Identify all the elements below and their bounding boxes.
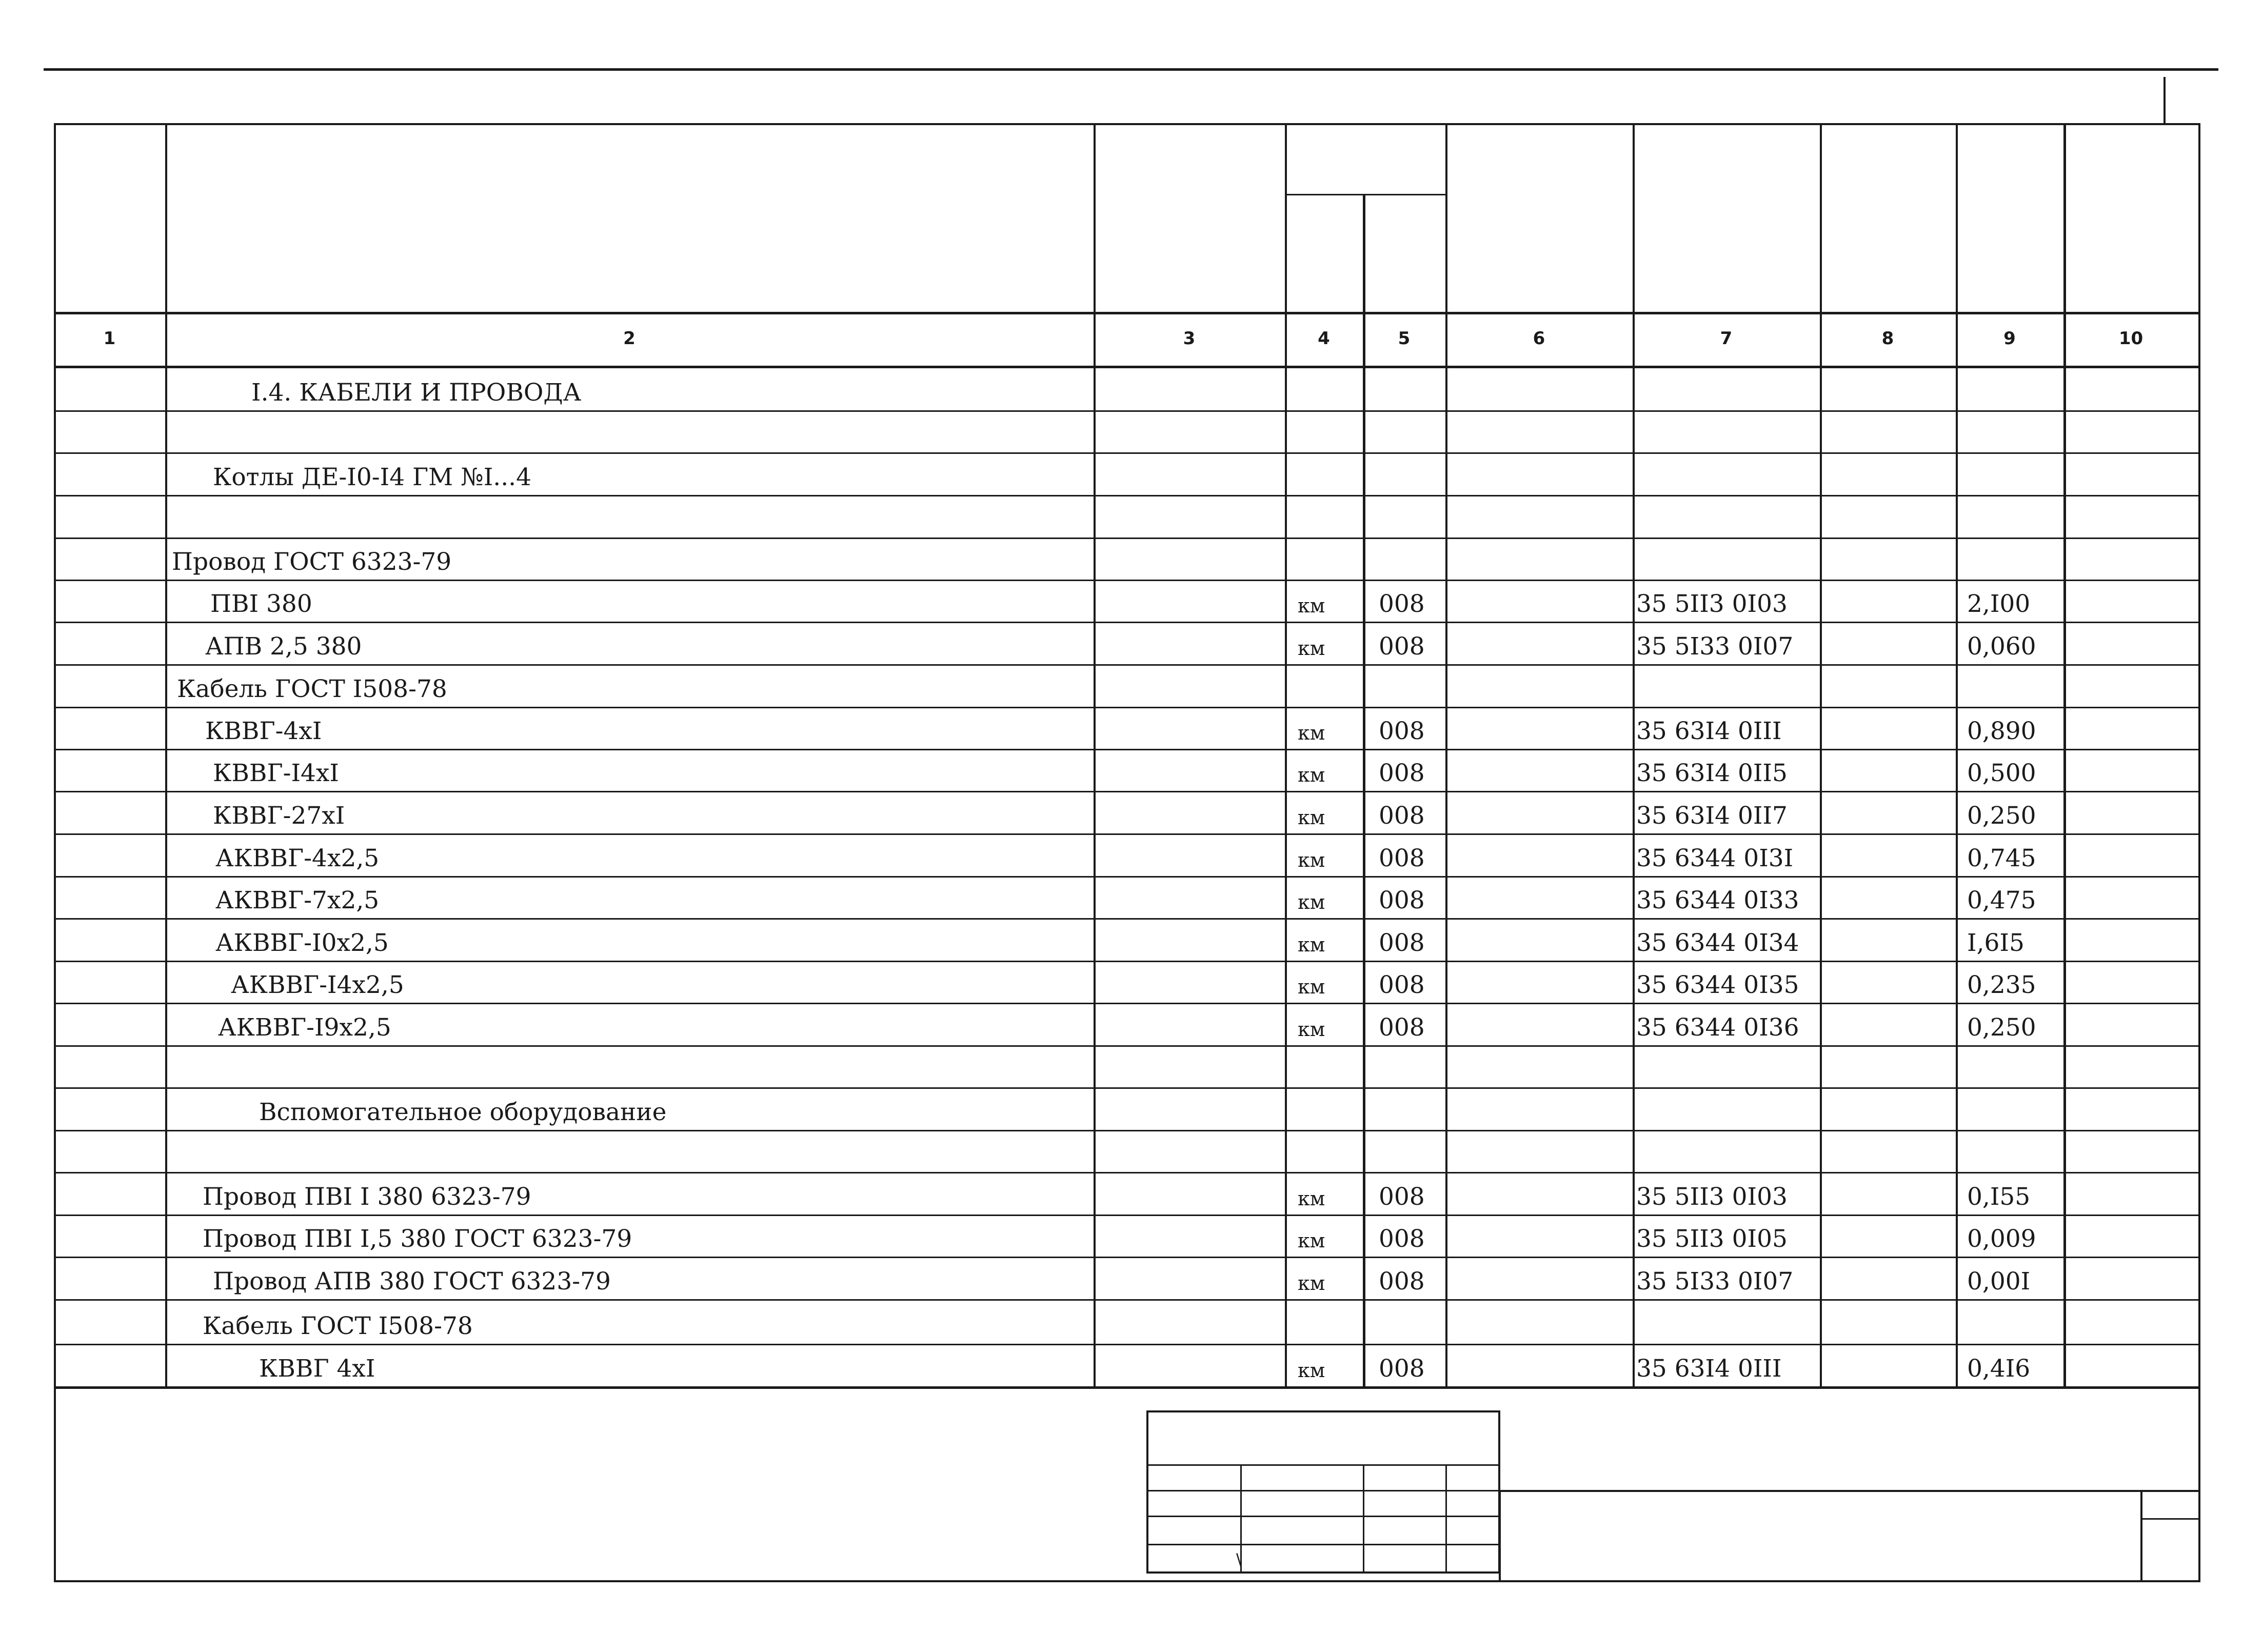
row-unit: км <box>1298 594 1325 617</box>
row-unit: км <box>1298 1229 1325 1252</box>
row-name: АКВВГ-7х2,5 <box>215 886 380 914</box>
row-quantity: 0,00I <box>1967 1267 2031 1296</box>
row-divider <box>54 664 2200 666</box>
row-unit: км <box>1298 849 1325 871</box>
row-quantity: 0,I55 <box>1967 1183 2031 1211</box>
title-block-left <box>1499 1490 1501 1581</box>
row-divider <box>54 1344 2200 1345</box>
row-unit-code: 008 <box>1379 717 1425 745</box>
row-unit-code: 008 <box>1379 929 1425 957</box>
row-quantity: 2,I00 <box>1967 590 2031 618</box>
row-divider <box>54 1215 2200 1216</box>
row-name: АКВВГ-I9х2,5 <box>218 1013 391 1042</box>
row-unit-code: 008 <box>1379 802 1425 830</box>
row-divider <box>54 495 2200 496</box>
row-divider <box>54 833 2200 835</box>
row-unit-code: 008 <box>1379 1013 1425 1042</box>
privyazan-line1 <box>1146 1464 1500 1466</box>
row-name: I.4. КАБЕЛИ И ПРОВОДА <box>251 379 582 407</box>
column-number: 5 <box>1398 328 1411 349</box>
top-rule <box>44 68 2218 71</box>
column-number: 9 <box>2003 328 2016 349</box>
privyazan-v3 <box>1445 1464 1447 1574</box>
row-unit: км <box>1298 637 1325 660</box>
row-unit: км <box>1298 933 1325 956</box>
column-divider <box>1285 123 1287 1386</box>
row-name: КВВГ-4хI <box>205 717 322 745</box>
privyazan-line4 <box>1146 1544 1500 1545</box>
row-unit: км <box>1298 806 1325 829</box>
row-equipment-code: 35 5I33 0I07 <box>1636 1267 1794 1296</box>
list-box-divider <box>2140 1518 2200 1520</box>
column-number: 4 <box>1318 328 1330 349</box>
row-unit-code: 008 <box>1379 1225 1425 1253</box>
row-name: АКВВГ-4х2,5 <box>215 844 380 872</box>
column-number: 3 <box>1183 328 1196 349</box>
row-equipment-code: 35 5II3 0I03 <box>1636 1183 1788 1211</box>
column-divider <box>1633 123 1635 1386</box>
row-unit: км <box>1298 1272 1325 1295</box>
column-number: 10 <box>2118 328 2143 349</box>
row-name: АКВВГ-I4х2,5 <box>231 971 404 999</box>
row-equipment-code: 35 6344 0I33 <box>1636 886 1799 914</box>
column-number: 2 <box>623 328 636 349</box>
row-name: Котлы ДЕ-I0-I4 ГМ №I...4 <box>213 463 531 491</box>
row-equipment-code: 35 63I4 0III <box>1636 1355 1782 1383</box>
row-name: Кабель ГОСТ I508-78 <box>203 1312 473 1340</box>
column-number: 8 <box>1881 328 1894 349</box>
row-divider <box>54 707 2200 708</box>
row-equipment-code: 35 63I4 0III <box>1636 717 1782 745</box>
row-quantity: 0,500 <box>1967 759 2036 787</box>
privyazan-line3 <box>1146 1516 1500 1517</box>
row-name: ПВI 380 <box>210 590 312 618</box>
column-divider <box>1363 194 1365 1386</box>
row-unit: км <box>1298 976 1325 998</box>
row-unit-code: 008 <box>1379 1183 1425 1211</box>
corner-box-left <box>2163 77 2166 124</box>
row-quantity: 0,4I6 <box>1967 1355 2031 1383</box>
row-name: АПВ 2,5 380 <box>205 632 362 661</box>
privyazan-line2 <box>1146 1490 1500 1491</box>
row-quantity: 0,250 <box>1967 802 2036 830</box>
row-unit: км <box>1298 1359 1325 1382</box>
row-divider <box>54 622 2200 623</box>
row-equipment-code: 35 6344 0I36 <box>1636 1013 1799 1042</box>
header-bottom-line <box>54 312 2200 314</box>
row-divider <box>54 1257 2200 1258</box>
row-name: КВВГ-I4хI <box>213 759 339 787</box>
row-equipment-code: 35 6344 0I35 <box>1636 971 1799 999</box>
row-divider <box>54 410 2200 412</box>
row-divider <box>54 1299 2200 1301</box>
row-quantity: 0,745 <box>1967 844 2036 872</box>
row-unit-code: 008 <box>1379 632 1425 661</box>
row-quantity: 0,235 <box>1967 971 2036 999</box>
row-unit-code: 008 <box>1379 886 1425 914</box>
row-quantity: 0,475 <box>1967 886 2036 914</box>
column-number: 7 <box>1720 328 1733 349</box>
row-divider <box>54 918 2200 920</box>
row-divider <box>54 1130 2200 1131</box>
row-unit-code: 008 <box>1379 844 1425 872</box>
frame-right <box>2198 123 2200 1582</box>
privyazan-box <box>1146 1410 1500 1574</box>
row-unit-code: 008 <box>1379 1355 1425 1383</box>
body-bottom-line <box>54 1386 2200 1389</box>
row-quantity: 0,890 <box>1967 717 2036 745</box>
column-divider <box>1445 123 1447 1386</box>
row-unit: км <box>1298 764 1325 786</box>
frame-bottom <box>54 1580 2200 1582</box>
inv-mark: \ <box>1236 1550 1242 1569</box>
row-quantity: I,6I5 <box>1967 929 2024 957</box>
row-unit: км <box>1298 722 1325 744</box>
row-name: КВВГ-27хI <box>213 802 345 830</box>
row-name: Вспомогательное оборудование <box>259 1098 667 1126</box>
row-unit: км <box>1298 1187 1325 1210</box>
frame-top-line <box>54 123 2200 125</box>
column-divider <box>2063 123 2066 1386</box>
row-divider <box>54 538 2200 539</box>
row-unit: км <box>1298 891 1325 913</box>
row-name: Провод ПВI I,5 380 ГОСТ 6323-79 <box>203 1225 632 1253</box>
colnum-bottom-line <box>54 366 2200 368</box>
row-unit-code: 008 <box>1379 759 1425 787</box>
column-divider <box>1094 123 1096 1386</box>
row-name: Провод ГОСТ 6323-79 <box>172 548 452 576</box>
row-equipment-code: 35 63I4 0II5 <box>1636 759 1788 787</box>
row-name: КВВГ 4хI <box>259 1355 375 1383</box>
row-equipment-code: 35 5II3 0I05 <box>1636 1225 1788 1253</box>
row-quantity: 0,250 <box>1967 1013 2036 1042</box>
row-equipment-code: 35 5II3 0I03 <box>1636 590 1788 618</box>
row-equipment-code: 35 5I33 0I07 <box>1636 632 1794 661</box>
row-divider <box>54 1087 2200 1089</box>
row-equipment-code: 35 6344 0I34 <box>1636 929 1799 957</box>
column-divider <box>165 123 167 1386</box>
row-equipment-code: 35 63I4 0II7 <box>1636 802 1788 830</box>
row-quantity: 0,009 <box>1967 1225 2036 1253</box>
column-divider <box>1820 123 1822 1386</box>
row-divider <box>54 876 2200 878</box>
row-unit: км <box>1298 1018 1325 1041</box>
row-name: Провод ПВI I 380 6323-79 <box>203 1183 531 1211</box>
row-unit-code: 008 <box>1379 1267 1425 1296</box>
row-quantity: 0,060 <box>1967 632 2036 661</box>
title-block-top <box>1499 1490 2200 1492</box>
row-divider <box>54 791 2200 792</box>
row-unit-code: 008 <box>1379 971 1425 999</box>
privyazan-v2 <box>1363 1464 1364 1574</box>
row-unit-code: 008 <box>1379 590 1425 618</box>
column-number: 1 <box>103 328 116 349</box>
row-divider <box>54 749 2200 750</box>
row-equipment-code: 35 6344 0I3I <box>1636 844 1794 872</box>
row-divider <box>54 1045 2200 1047</box>
row-divider <box>54 961 2200 962</box>
row-name: Кабель ГОСТ I508-78 <box>177 675 447 703</box>
row-divider <box>54 1172 2200 1173</box>
row-divider <box>54 580 2200 581</box>
list-box-left <box>2140 1490 2142 1581</box>
row-name: Провод АПВ 380 ГОСТ 6323-79 <box>213 1267 611 1296</box>
row-divider <box>54 1003 2200 1004</box>
column-divider <box>1956 123 1958 1386</box>
row-name: АКВВГ-I0х2,5 <box>215 929 389 957</box>
row-divider <box>54 452 2200 454</box>
column-number: 6 <box>1533 328 1545 349</box>
